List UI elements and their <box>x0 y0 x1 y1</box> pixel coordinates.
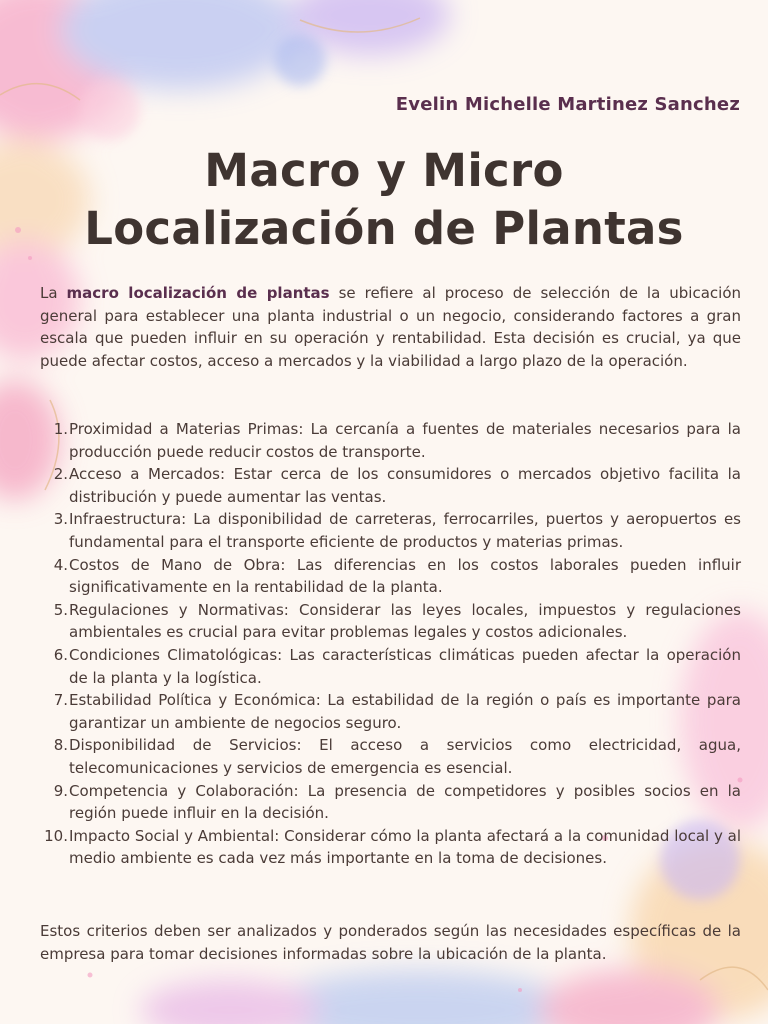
intro-lead: La <box>40 284 67 302</box>
item-number: 9. <box>53 781 68 800</box>
closing-paragraph: Estos criterios deben ser analizados y ponderados según las necesidades específicas de la empresa para tomar decisiones informadas sobre la ubicación de la planta. <box>40 922 741 963</box>
list-item <box>40 780 741 825</box>
list-item <box>40 644 741 689</box>
criteria-list <box>40 418 741 870</box>
intro-bold-term: macro localización de plantas <box>66 284 330 302</box>
list-item <box>40 508 741 553</box>
title-line-1: Macro y Micro <box>204 144 564 197</box>
title-line-2: Localización de Plantas <box>84 202 684 255</box>
list-item <box>40 599 741 644</box>
list-item <box>40 825 741 870</box>
page-title <box>0 142 768 258</box>
item-text: Disponibilidad de Servicios: El acceso a servicios como electricidad, agua, telecomunicaciones y servicios de emergencia es esencial. <box>69 736 741 777</box>
item-number: 2. <box>53 465 68 484</box>
item-text: Impacto Social y Ambiental: Considerar cómo la planta afectará a la comunidad local y al medio ambiente es cada vez más importante en la toma de decisiones. <box>69 826 741 868</box>
item-number: 7. <box>53 691 68 710</box>
item-text: Acceso a Mercados: Estar cerca de los consumidores o mercados objetivo facilita la distribución y puede aumentar las ventas. <box>69 465 741 506</box>
item-number: 3. <box>53 510 68 529</box>
list-item <box>40 418 741 463</box>
list-item <box>40 689 741 734</box>
item-text: Competencia y Colaboración: La presencia de competidores y posibles socios en la región puede influir en la decisión. <box>69 781 741 823</box>
item-text: Costos de Mano de Obra: Las diferencias en los costos laborales pueden influir significativamente en la rentabilidad de la planta. <box>69 555 741 597</box>
item-text: Condiciones Climatológicas: Las características climáticas pueden afectar la operación de la planta y la logística. <box>69 645 741 687</box>
item-number: 8. <box>53 736 68 755</box>
item-text: Regulaciones y Normativas: Considerar las leyes locales, impuestos y regulaciones ambientales es crucial para evitar problemas legales y costos adicionales. <box>69 600 741 642</box>
intro-paragraph <box>40 282 741 372</box>
intro-rest: se refiere al proceso de selección de la ubicación general para establecer una planta industrial o un negocio, considerando factores a gran escala que pueden influir en su operación y rentabilidad. Esta decisión es crucial, ya que puede afectar costos, acceso a mercados y la viabilidad a largo plazo de la operación. <box>40 284 741 370</box>
list-item <box>40 463 741 508</box>
item-text: Proximidad a Materias Primas: La cercanía a fuentes de materiales necesarios para la producción puede reducir costos de transporte. <box>69 420 741 461</box>
item-text: Infraestructura: La disponibilidad de carreteras, ferrocarriles, puertos y aeropuertos es fundamental para el transporte eficiente de productos y materias primas. <box>69 510 741 551</box>
list-item <box>40 734 741 779</box>
item-number: 5. <box>53 600 68 619</box>
list-item <box>40 554 741 599</box>
item-number: 1. <box>53 420 68 438</box>
item-number: 10. <box>44 826 68 845</box>
item-number: 6. <box>53 645 68 664</box>
item-text: Estabilidad Política y Económica: La estabilidad de la región o país es importante para garantizar un ambiente de negocios seguro. <box>69 691 741 732</box>
item-number: 4. <box>53 555 68 574</box>
author-name: Evelin Michelle Martinez Sanchez <box>395 94 740 115</box>
